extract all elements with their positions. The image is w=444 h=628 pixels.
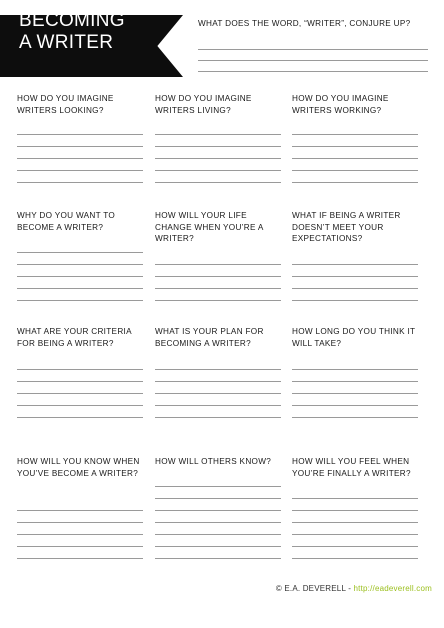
top-question-block	[198, 18, 428, 30]
question-block	[292, 93, 418, 116]
question-block	[155, 93, 281, 116]
answer-line[interactable]	[292, 522, 418, 523]
answer-line[interactable]	[17, 264, 143, 265]
answer-line[interactable]	[292, 300, 418, 301]
question-block	[155, 326, 281, 349]
answer-line[interactable]	[155, 522, 281, 523]
answer-line[interactable]	[292, 276, 418, 277]
answer-line[interactable]	[292, 546, 418, 547]
question-text: WHAT IF BEING A WRITER DOESN’T MEET YOUR EXPECTATIONS?	[292, 211, 401, 243]
question-block	[17, 210, 143, 233]
answer-line[interactable]	[292, 134, 418, 135]
page-title	[19, 10, 159, 54]
answer-line[interactable]	[17, 252, 143, 253]
answer-line[interactable]	[17, 369, 143, 370]
answer-line[interactable]	[17, 182, 143, 183]
question-block	[292, 210, 418, 245]
question-text: HOW DO YOU IMAGINE WRITERS WORKING?	[292, 94, 389, 115]
answer-line[interactable]	[292, 158, 418, 159]
answer-line[interactable]	[17, 134, 143, 135]
answer-line[interactable]	[155, 170, 281, 171]
page-title-line-2: A WRITER	[19, 32, 114, 53]
answer-line[interactable]	[155, 134, 281, 135]
question-block	[17, 456, 143, 479]
answer-line[interactable]	[155, 146, 281, 147]
question-block	[292, 456, 418, 479]
answer-line[interactable]	[155, 158, 281, 159]
answer-line[interactable]	[17, 417, 143, 418]
answer-line[interactable]	[292, 393, 418, 394]
answer-line[interactable]	[17, 558, 143, 559]
answer-line[interactable]	[17, 381, 143, 382]
answer-line[interactable]	[198, 71, 428, 72]
question-text: HOW DO YOU IMAGINE WRITERS LOOKING?	[17, 94, 114, 115]
answer-line[interactable]	[292, 288, 418, 289]
answer-line[interactable]	[17, 276, 143, 277]
answer-line[interactable]	[155, 369, 281, 370]
website-link[interactable]: http://eadeverell.com	[353, 584, 432, 593]
answer-line[interactable]	[17, 158, 143, 159]
answer-line[interactable]	[292, 417, 418, 418]
question-block	[155, 210, 281, 245]
answer-line[interactable]	[292, 381, 418, 382]
question-text: HOW LONG DO YOU THINK IT WILL TAKE?	[292, 327, 416, 348]
answer-line[interactable]	[17, 393, 143, 394]
answer-line[interactable]	[155, 381, 281, 382]
answer-line[interactable]	[17, 288, 143, 289]
answer-line[interactable]	[155, 558, 281, 559]
question-text: WHAT ARE YOUR CRITERIA FOR BEING A WRITER?	[17, 327, 132, 348]
answer-line[interactable]	[292, 558, 418, 559]
answer-line[interactable]	[292, 170, 418, 171]
answer-line[interactable]	[155, 546, 281, 547]
question-block	[17, 326, 143, 349]
copyright-text: © E.A. DEVERELL	[275, 584, 346, 593]
question-text: HOW WILL OTHERS KNOW?	[155, 457, 272, 466]
answer-line[interactable]	[17, 510, 143, 511]
answer-line[interactable]	[155, 276, 281, 277]
answer-line[interactable]	[155, 510, 281, 511]
answer-line[interactable]	[292, 146, 418, 147]
question-block	[292, 326, 418, 349]
answer-line[interactable]	[155, 417, 281, 418]
answer-line[interactable]	[17, 300, 143, 301]
question-text: HOW WILL YOU FEEL WHEN YOU’RE FINALLY A WRITER?	[292, 457, 411, 478]
question-text: HOW WILL YOUR LIFE CHANGE WHEN YOU’RE A WRITER?	[155, 211, 264, 243]
answer-line[interactable]	[17, 546, 143, 547]
question-text: HOW DO YOU IMAGINE WRITERS LIVING?	[155, 94, 252, 115]
answer-line[interactable]	[155, 182, 281, 183]
answer-line[interactable]	[292, 498, 418, 499]
answer-line[interactable]	[292, 405, 418, 406]
answer-line[interactable]	[155, 486, 281, 487]
answer-line[interactable]	[155, 405, 281, 406]
answer-line[interactable]	[17, 146, 143, 147]
question-text: WHY DO YOU WANT TO BECOME A WRITER?	[17, 211, 116, 232]
answer-line[interactable]	[292, 182, 418, 183]
answer-line[interactable]	[17, 522, 143, 523]
answer-line[interactable]	[292, 534, 418, 535]
answer-line[interactable]	[155, 498, 281, 499]
answer-line[interactable]	[17, 405, 143, 406]
answer-line[interactable]	[292, 510, 418, 511]
answer-line[interactable]	[17, 170, 143, 171]
page-title-line-1: BECOMING	[19, 10, 125, 31]
answer-line[interactable]	[292, 369, 418, 370]
footer-separator: -	[345, 584, 354, 593]
question-text: WHAT IS YOUR PLAN FOR BECOMING A WRITER?	[155, 327, 264, 348]
question-block	[155, 456, 281, 468]
answer-line[interactable]	[155, 534, 281, 535]
question-block	[17, 93, 143, 116]
answer-line[interactable]	[155, 264, 281, 265]
answer-line[interactable]	[155, 288, 281, 289]
answer-line[interactable]	[198, 60, 428, 61]
answer-line[interactable]	[292, 264, 418, 265]
footer-credit	[276, 584, 432, 593]
answer-line[interactable]	[155, 300, 281, 301]
answer-line[interactable]	[198, 49, 428, 50]
answer-line[interactable]	[17, 534, 143, 535]
question-text: HOW WILL YOU KNOW WHEN YOU’VE BECOME A WRITER?	[17, 457, 140, 478]
top-question-text: WHAT DOES THE WORD, “WRITER”, CONJURE UP?	[198, 19, 411, 28]
answer-line[interactable]	[155, 393, 281, 394]
